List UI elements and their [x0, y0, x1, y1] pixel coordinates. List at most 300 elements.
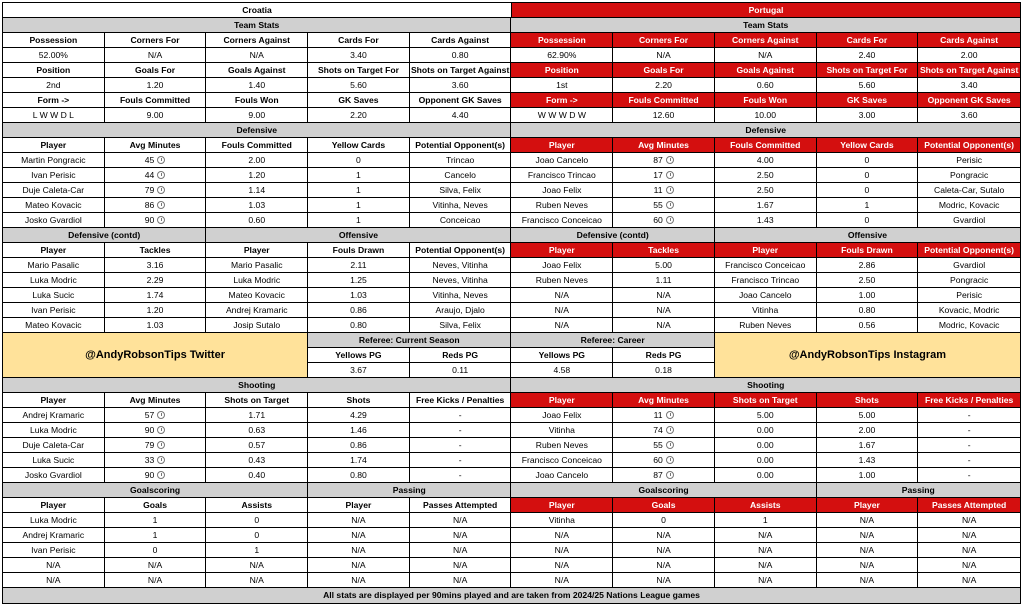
stat-value: 2.11 — [308, 258, 410, 273]
column-header: Potential Opponent(s) — [918, 243, 1020, 258]
column-header: Player — [3, 393, 105, 408]
player-name: Vitinha — [511, 513, 613, 528]
section-title: Defensive (contd) — [3, 228, 206, 243]
player-name: Joao Felix — [511, 408, 613, 423]
stat-value: 1.14 — [206, 183, 308, 198]
stopwatch-icon — [666, 411, 674, 419]
column-header: Avg Minutes — [613, 393, 715, 408]
column-header: Possession — [511, 33, 613, 48]
avg-minutes-value: 87 — [653, 469, 663, 480]
stat-value — [613, 408, 715, 423]
column-header: Potential Opponent(s) — [410, 138, 512, 153]
player-name: N/A — [817, 558, 919, 573]
avg-minutes-value: 60 — [653, 454, 663, 465]
stat-value: N/A — [410, 573, 512, 588]
stat-value: 1.00 — [817, 288, 919, 303]
stat-value: - — [410, 408, 512, 423]
section-title: Team Stats — [511, 18, 1020, 33]
column-header: Player — [817, 498, 919, 513]
stat-value: N/A — [206, 573, 308, 588]
stat-value: 0.00 — [715, 468, 817, 483]
stat-value — [613, 153, 715, 168]
column-header: Corners Against — [715, 33, 817, 48]
stat-value — [613, 468, 715, 483]
player-name: Mateo Kovacic — [206, 288, 308, 303]
stat-value: Vitinha, Neves — [410, 288, 512, 303]
stat-value: Modric, Kovacic — [918, 198, 1020, 213]
stopwatch-icon — [666, 201, 674, 209]
column-header: Avg Minutes — [105, 138, 207, 153]
stat-value: 1.20 — [105, 78, 207, 93]
column-header: Fouls Drawn — [817, 243, 919, 258]
stat-value: 1.03 — [206, 198, 308, 213]
player-name: Ruben Neves — [511, 198, 613, 213]
player-name: N/A — [817, 543, 919, 558]
column-header: Cards Against — [410, 33, 512, 48]
player-name: Joao Felix — [511, 183, 613, 198]
stat-value: N/A — [105, 573, 207, 588]
stat-value: 3.16 — [105, 258, 207, 273]
stat-value: N/A — [918, 528, 1020, 543]
stat-value: 1 — [308, 213, 410, 228]
column-header: Position — [3, 63, 105, 78]
stat-value — [105, 213, 207, 228]
stat-value — [613, 438, 715, 453]
column-header: Reds PG — [410, 348, 512, 363]
stat-value: 5.60 — [817, 78, 919, 93]
column-header: Fouls Won — [715, 93, 817, 108]
stat-value: 2.50 — [715, 168, 817, 183]
avg-minutes-value: 11 — [653, 409, 663, 420]
column-header: Cards For — [817, 33, 919, 48]
stat-value: 2.20 — [308, 108, 410, 123]
stat-value: 1.67 — [715, 198, 817, 213]
stat-value: N/A — [715, 528, 817, 543]
column-header: Tackles — [613, 243, 715, 258]
stat-value: N/A — [105, 48, 207, 63]
section-title: Defensive (contd) — [511, 228, 714, 243]
player-name: Luka Modric — [3, 273, 105, 288]
stat-value: N/A — [918, 513, 1020, 528]
avg-minutes-value: 90 — [144, 424, 155, 435]
player-name: Mario Pasalic — [206, 258, 308, 273]
croatia-title: Croatia — [3, 3, 512, 18]
column-header: Shots — [817, 393, 919, 408]
stopwatch-icon — [157, 411, 165, 419]
stat-value: N/A — [613, 558, 715, 573]
stat-value: 0.56 — [817, 318, 919, 333]
column-header: Yellow Cards — [308, 138, 410, 153]
player-name: Ruben Neves — [715, 318, 817, 333]
column-header: Goals — [105, 498, 207, 513]
stat-value: 2.00 — [206, 153, 308, 168]
stat-value: 0.80 — [308, 468, 410, 483]
column-header: Shots on Target — [206, 393, 308, 408]
player-name: N/A — [817, 573, 919, 588]
column-header: Shots on Target — [715, 393, 817, 408]
stat-value: 0 — [308, 153, 410, 168]
avg-minutes-value: 90 — [144, 214, 155, 225]
stat-value: 1 — [715, 513, 817, 528]
section-title: Shooting — [511, 378, 1020, 393]
stopwatch-icon — [157, 216, 165, 224]
stat-value: Trincao — [410, 153, 512, 168]
stat-value: N/A — [410, 528, 512, 543]
stat-value — [105, 423, 207, 438]
player-name: Luka Sucic — [3, 453, 105, 468]
stat-value: 1.25 — [308, 273, 410, 288]
column-header: Reds PG — [613, 348, 715, 363]
stopwatch-icon — [666, 216, 674, 224]
stat-value: 0.86 — [308, 438, 410, 453]
column-header: Player — [3, 243, 105, 258]
avg-minutes-value: 17 — [653, 169, 663, 180]
stat-value: 1.74 — [105, 288, 207, 303]
column-header: Cards Against — [918, 33, 1020, 48]
player-name: N/A — [817, 513, 919, 528]
stat-value: 1.40 — [206, 78, 308, 93]
stat-value — [613, 453, 715, 468]
stat-value: - — [918, 408, 1020, 423]
column-header: Goals For — [105, 63, 207, 78]
stat-value: 0 — [817, 183, 919, 198]
stat-value: 0.60 — [715, 78, 817, 93]
stat-value: Pongracic — [918, 168, 1020, 183]
stat-value: N/A — [613, 288, 715, 303]
stat-value: 1.43 — [715, 213, 817, 228]
stat-value: Kovacic, Modric — [918, 303, 1020, 318]
stopwatch-icon — [666, 456, 674, 464]
stat-value: 5.60 — [308, 78, 410, 93]
stopwatch-icon — [666, 441, 674, 449]
stat-value: 0.60 — [206, 213, 308, 228]
player-name: Ivan Perisic — [3, 168, 105, 183]
column-header: Corners Against — [206, 33, 308, 48]
stat-value: 3.60 — [410, 78, 512, 93]
column-header: Possession — [3, 33, 105, 48]
stat-value: N/A — [918, 543, 1020, 558]
stat-value: Vitinha, Neves — [410, 198, 512, 213]
stat-value: - — [918, 468, 1020, 483]
column-header: Goals Against — [206, 63, 308, 78]
stat-value: 0 — [817, 168, 919, 183]
player-name: Mario Pasalic — [3, 258, 105, 273]
column-header: Player — [3, 498, 105, 513]
column-header: Opponent GK Saves — [918, 93, 1020, 108]
stat-value: 1.20 — [105, 303, 207, 318]
avg-minutes-value: 55 — [653, 199, 663, 210]
column-header: Fouls Drawn — [308, 243, 410, 258]
stat-value: 0 — [105, 543, 207, 558]
stat-value: 3.67 — [308, 363, 410, 378]
stat-value: 2.00 — [817, 423, 919, 438]
column-header: Yellows PG — [511, 348, 613, 363]
stat-value — [105, 438, 207, 453]
stat-value: - — [410, 423, 512, 438]
player-name: N/A — [308, 528, 410, 543]
stat-value — [105, 198, 207, 213]
player-name: N/A — [511, 543, 613, 558]
column-header: Player — [206, 243, 308, 258]
stat-value: 0.11 — [410, 363, 512, 378]
player-name: Ivan Perisic — [3, 303, 105, 318]
player-name: N/A — [511, 558, 613, 573]
player-name: Mateo Kovacic — [3, 198, 105, 213]
stat-value: 1 — [308, 183, 410, 198]
section-title: Shooting — [3, 378, 511, 393]
stat-value: N/A — [105, 558, 207, 573]
stat-value: 3.40 — [308, 48, 410, 63]
stat-value: 3.60 — [918, 108, 1020, 123]
avg-minutes-value: 90 — [144, 469, 155, 480]
stopwatch-icon — [157, 156, 165, 164]
player-name: Francisco Trincao — [715, 273, 817, 288]
stat-value: N/A — [206, 558, 308, 573]
avg-minutes-value: 79 — [144, 439, 155, 450]
section-title: Passing — [308, 483, 511, 498]
avg-minutes-value: 33 — [144, 454, 155, 465]
stat-value: N/A — [410, 513, 512, 528]
stat-value: 1.67 — [817, 438, 919, 453]
stat-value: 5.00 — [817, 408, 919, 423]
player-name: N/A — [308, 558, 410, 573]
stopwatch-icon — [666, 426, 674, 434]
player-name: N/A — [308, 573, 410, 588]
stat-value — [105, 153, 207, 168]
player-name: Ruben Neves — [511, 438, 613, 453]
stat-value: W W W D W — [511, 108, 613, 123]
column-header: Player — [511, 138, 613, 153]
player-name: N/A — [817, 528, 919, 543]
avg-minutes-value: 57 — [144, 409, 155, 420]
stat-value: 0 — [613, 513, 715, 528]
column-header: Tackles — [105, 243, 207, 258]
column-header: Goals Against — [715, 63, 817, 78]
player-name: Martin Pongracic — [3, 153, 105, 168]
player-name: Joao Felix — [511, 258, 613, 273]
stat-value: 1.74 — [308, 453, 410, 468]
player-name: N/A — [511, 303, 613, 318]
column-header: Player — [511, 498, 613, 513]
stat-value: N/A — [613, 573, 715, 588]
stat-value: 1.43 — [817, 453, 919, 468]
stopwatch-icon — [157, 471, 165, 479]
avg-minutes-value: 79 — [144, 184, 155, 195]
stat-value: 1.00 — [817, 468, 919, 483]
stat-value: 1 — [105, 528, 207, 543]
player-name: Andrej Kramaric — [206, 303, 308, 318]
stat-value: 1 — [308, 198, 410, 213]
referee-current-title: Referee: Current Season — [308, 333, 511, 348]
column-header: Shots on Target Against — [918, 63, 1020, 78]
stat-value: 1 — [308, 168, 410, 183]
stat-value: 0.80 — [308, 318, 410, 333]
stat-value: N/A — [613, 303, 715, 318]
stat-value — [105, 183, 207, 198]
column-header: Yellows PG — [308, 348, 410, 363]
section-title: Offensive — [206, 228, 511, 243]
column-header: Potential Opponent(s) — [918, 138, 1020, 153]
stat-value: 0.40 — [206, 468, 308, 483]
player-name: Mateo Kovacic — [3, 318, 105, 333]
referee-career-title: Referee: Career — [511, 333, 714, 348]
column-header: Position — [511, 63, 613, 78]
stat-value: 1.03 — [105, 318, 207, 333]
stat-value: 10.00 — [715, 108, 817, 123]
player-name: Francisco Conceicao — [511, 213, 613, 228]
column-header: GK Saves — [308, 93, 410, 108]
player-name: Luka Modric — [206, 273, 308, 288]
column-header: Avg Minutes — [105, 393, 207, 408]
stat-value: 1.20 — [206, 168, 308, 183]
section-title: Passing — [817, 483, 1020, 498]
instagram-promo: @AndyRobsonTips Instagram — [715, 333, 1020, 378]
stat-value: N/A — [613, 528, 715, 543]
stat-value: N/A — [918, 573, 1020, 588]
stat-value: N/A — [715, 48, 817, 63]
stopwatch-icon — [666, 156, 674, 164]
column-header: Player — [3, 138, 105, 153]
column-header: Free Kicks / Penalties — [918, 393, 1020, 408]
stat-value: 2.29 — [105, 273, 207, 288]
stat-value — [613, 213, 715, 228]
column-header: Player — [511, 393, 613, 408]
player-name: N/A — [511, 318, 613, 333]
player-name: Francisco Conceicao — [511, 453, 613, 468]
stat-value: 0.00 — [715, 423, 817, 438]
avg-minutes-value: 55 — [653, 439, 663, 450]
column-header: Goals For — [613, 63, 715, 78]
stat-value: N/A — [715, 558, 817, 573]
stat-value: - — [918, 438, 1020, 453]
stat-value — [613, 168, 715, 183]
stat-value: - — [410, 453, 512, 468]
stat-value: 1 — [105, 513, 207, 528]
column-header: Goals — [613, 498, 715, 513]
stat-value: Caleta-Car, Sutalo — [918, 183, 1020, 198]
stat-value: 0 — [817, 213, 919, 228]
stat-value: 0.18 — [613, 363, 715, 378]
column-header: Cards For — [308, 33, 410, 48]
stat-value: N/A — [613, 48, 715, 63]
stat-value: 62.90% — [511, 48, 613, 63]
column-header: Shots on Target For — [308, 63, 410, 78]
column-header: Fouls Committed — [715, 138, 817, 153]
stat-value: 1.71 — [206, 408, 308, 423]
player-name: Duje Caleta-Car — [3, 438, 105, 453]
stat-value — [105, 408, 207, 423]
stat-value: 9.00 — [105, 108, 207, 123]
stat-value: 1.11 — [613, 273, 715, 288]
stat-value: 0.86 — [308, 303, 410, 318]
section-title: Offensive — [715, 228, 1020, 243]
stat-value: 4.58 — [511, 363, 613, 378]
column-header: Shots on Target Against — [410, 63, 512, 78]
player-name: Ruben Neves — [511, 273, 613, 288]
player-name: Andrej Kramaric — [3, 528, 105, 543]
stat-value: 0.63 — [206, 423, 308, 438]
stat-value: 0.00 — [715, 453, 817, 468]
player-name: Ivan Perisic — [3, 543, 105, 558]
twitter-promo: @AndyRobsonTips Twitter — [3, 333, 308, 378]
stat-value: N/A — [715, 543, 817, 558]
stat-value: N/A — [410, 558, 512, 573]
stat-value: 2.20 — [613, 78, 715, 93]
stat-value: 1st — [511, 78, 613, 93]
stopwatch-icon — [666, 186, 674, 194]
player-name: N/A — [511, 573, 613, 588]
column-header: Yellow Cards — [817, 138, 919, 153]
stopwatch-icon — [157, 456, 165, 464]
column-header: Potential Opponent(s) — [410, 243, 512, 258]
stat-value: 0.80 — [817, 303, 919, 318]
avg-minutes-value: 45 — [144, 154, 155, 165]
player-name: Francisco Trincao — [511, 168, 613, 183]
stat-value: Conceicao — [410, 213, 512, 228]
stat-value: 3.00 — [817, 108, 919, 123]
stat-value: 2nd — [3, 78, 105, 93]
stat-value — [613, 198, 715, 213]
player-name: Andrej Kramaric — [3, 408, 105, 423]
stat-value: Pongracic — [918, 273, 1020, 288]
stat-value: 2.86 — [817, 258, 919, 273]
column-header: Fouls Won — [206, 93, 308, 108]
stat-value: N/A — [918, 558, 1020, 573]
stat-value: Neves, Vitinha — [410, 273, 512, 288]
stat-value: 1.46 — [308, 423, 410, 438]
column-header: Form -> — [3, 93, 105, 108]
stopwatch-icon — [157, 201, 165, 209]
stat-value: N/A — [715, 573, 817, 588]
player-name: N/A — [308, 513, 410, 528]
stat-value: Perisic — [918, 153, 1020, 168]
player-name: Francisco Conceicao — [715, 258, 817, 273]
stat-value: L W W D L — [3, 108, 105, 123]
column-header: Player — [308, 498, 410, 513]
player-name: Joao Cancelo — [511, 468, 613, 483]
player-name: N/A — [3, 573, 105, 588]
column-header: Fouls Committed — [105, 93, 207, 108]
stat-value: Silva, Felix — [410, 183, 512, 198]
stat-value: Gvardiol — [918, 258, 1020, 273]
stat-value: - — [410, 468, 512, 483]
stat-value: 1.03 — [308, 288, 410, 303]
player-name: N/A — [3, 558, 105, 573]
stat-value: - — [410, 438, 512, 453]
stat-value — [613, 423, 715, 438]
column-header: Shots on Target For — [817, 63, 919, 78]
stat-value: 1 — [817, 198, 919, 213]
stat-value: 4.00 — [715, 153, 817, 168]
column-header: Passes Attempted — [918, 498, 1020, 513]
section-title: Defensive — [3, 123, 511, 138]
stat-value: 0.57 — [206, 438, 308, 453]
column-header: Avg Minutes — [613, 138, 715, 153]
column-header: Assists — [206, 498, 308, 513]
stat-value: N/A — [613, 318, 715, 333]
player-name: Josip Sutalo — [206, 318, 308, 333]
stat-value — [613, 183, 715, 198]
stat-value: Neves, Vitinha — [410, 258, 512, 273]
stat-value: Silva, Felix — [410, 318, 512, 333]
player-name: Joao Cancelo — [715, 288, 817, 303]
stat-value: 2.40 — [817, 48, 919, 63]
avg-minutes-value: 44 — [144, 169, 155, 180]
stat-value: Cancelo — [410, 168, 512, 183]
stat-value: N/A — [206, 48, 308, 63]
stat-value: Araujo, Djalo — [410, 303, 512, 318]
avg-minutes-value: 11 — [653, 184, 663, 195]
